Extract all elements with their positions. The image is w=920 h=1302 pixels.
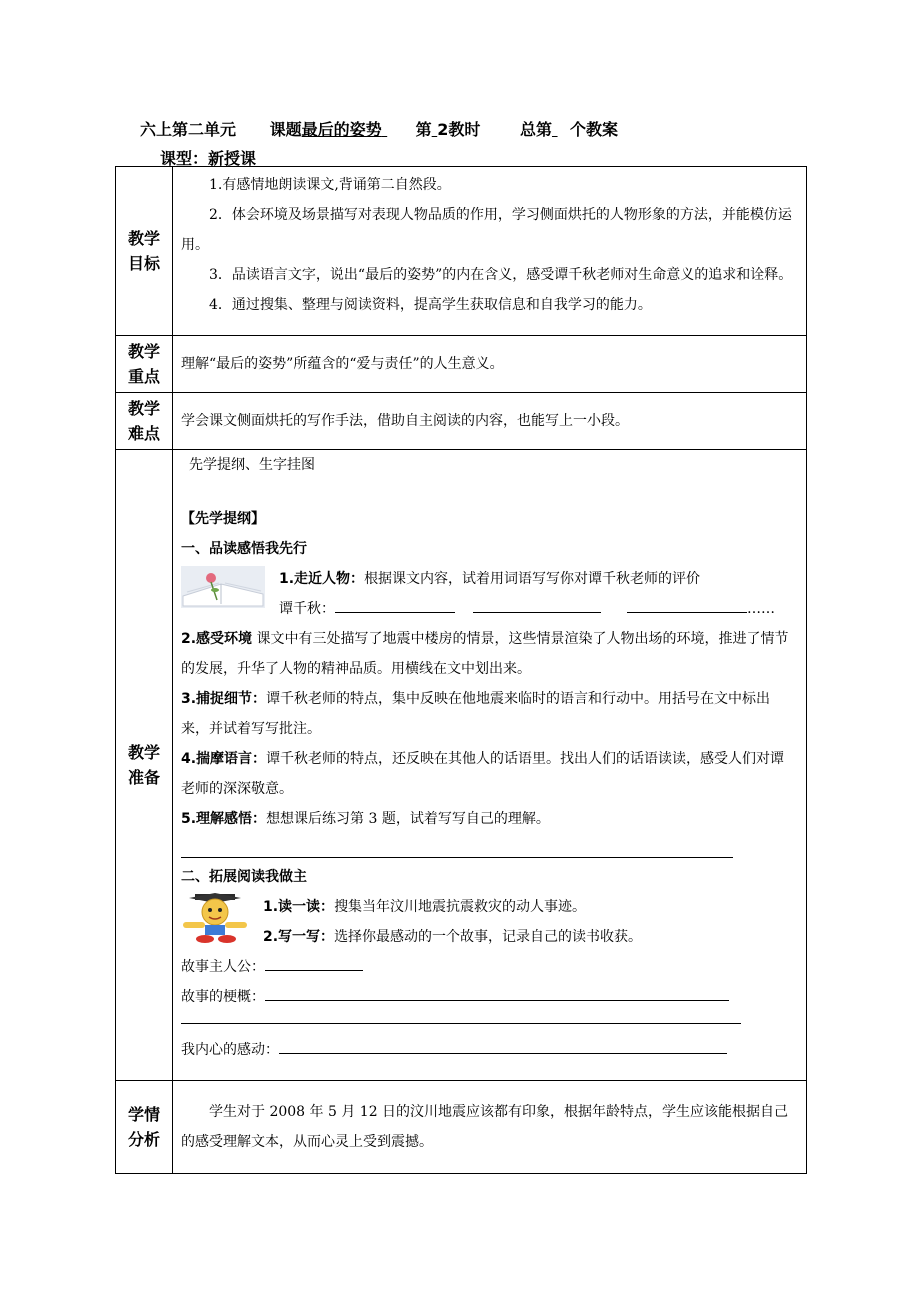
lesson-header [140,117,618,140]
total-suffix: 个教案 [569,120,618,139]
summary-line-2[interactable] [181,1022,741,1024]
row-label [116,393,173,450]
analysis-label: 学情分析 [127,1105,160,1149]
item4-text: 4.揣摩语言：谭千秋老师的特点，还反映在其他人的话语里。找出人们的话语读读，感受人们对谭老师的深深敬意。 [181,751,785,797]
prep-label: 教学准备 [127,743,160,787]
item5-text: 5.理解感悟：想想课后练习第 3 题，试着写写自己的理解。 [181,811,550,827]
row-label [116,450,173,1081]
difficulty-content [173,393,807,450]
row-label [116,1081,173,1174]
field-feeling: 我内心的感动： [181,1035,798,1065]
field-summary: 故事的梗概： [181,982,798,1012]
answer-blank[interactable] [627,596,747,613]
s2-item2-text: 2.写一写：选择你最感动的一个故事，记录自己的读书收获。 [263,929,643,945]
item1-answer-line: 谭千秋： …… [279,594,775,624]
analysis-content [173,1081,807,1174]
lesson-number: 2 [437,120,449,139]
row-label [116,336,173,393]
item3-text: 3.捕捉细节：谭千秋老师的特点，集中反映在他地震来临时的语言和行动中。用括号在文中标出来，并试着写写批注。 [181,691,771,737]
topic-title: 最后的姿势 [301,120,382,139]
goal-item: 3．品读语言文字，说出“最后的姿势”的内在含义，感受谭千秋老师对生命意义的追求和诠释。 [209,267,793,283]
goal-item: 1.有感情地朗读课文,背诵第二自然段。 [209,177,451,193]
goal-item: 2．体会环境及场景描写对表现人物品质的作用，学习侧面烘托的人物形象的方法，并能模仿运用。 [181,207,792,253]
total-prefix: 总第 [519,120,552,139]
summary-blank[interactable] [265,984,729,1001]
goals-label: 教学目标 [127,229,160,273]
section2-title: 二、拓展阅读我做主 [181,869,307,885]
row-key [116,336,807,393]
difficulty-label: 教学难点 [127,399,160,443]
cartoon-scholar-image [181,892,253,944]
item1-block [181,564,798,624]
prep-content [173,450,807,1081]
item1-line: 1.走近人物：根据课文内容，试着用词语写写你对谭千秋老师的评价 [279,571,701,587]
outline-title: 【先学提纲】 [181,511,265,527]
row-goals [116,167,807,336]
lesson-suffix: 教时 [448,120,481,139]
book-flower-image [181,566,265,608]
topic-blank [382,120,416,139]
key-text: 理解“最后的姿势”所蕴含的“爱与责任”的人生意义。 [181,356,504,372]
analysis-text: 学生对于 2008 年 5 月 12 日的汶川地震应该都有印象，根据年龄特点，学生应该能根据自己的感受理解文本，从而心灵上受到震撼。 [181,1104,789,1150]
row-difficulty [116,393,807,450]
s2-item1-text: 1.读一读：搜集当年汶川地震抗震救灾的动人事迹。 [263,899,587,915]
section2-items [181,892,798,952]
feeling-blank[interactable] [279,1037,727,1054]
row-analysis [116,1081,807,1174]
item2-text: 2.感受环境 课文中有三处描写了地震中楼房的情景，这些情景渲染了人物出场的环境，推进了情节的发展，升华了人物的精神品质。用横线在文中划出来。 [181,631,789,677]
goal-item: 4．通过搜集、整理与阅读资料，提高学生获取信息和自我学习的能力。 [209,297,652,313]
topic-prefix: 课题 [269,120,302,139]
section1-title: 一、品读感悟我先行 [181,541,307,557]
key-content [173,336,807,393]
difficulty-text: 学会课文侧面烘托的写作手法，借助自主阅读的内容，也能写上一小段。 [181,413,629,429]
goals-content [173,167,807,336]
unit-label: 六上第二单元 [140,120,237,139]
total-blank [552,120,570,139]
prep-intro: 先学提纲、生字挂图 [189,457,315,473]
row-label [116,167,173,336]
protagonist-blank[interactable] [265,954,363,971]
lesson-plan-table [115,166,807,1174]
key-label: 教学重点 [127,342,160,386]
field-protagonist: 故事主人公： [181,952,798,982]
row-prep [116,450,807,1081]
lesson-type: 课型：新授课 [160,149,257,168]
answer-blank[interactable] [335,596,455,613]
lesson-prefix: 第 [415,120,432,139]
answer-blank[interactable] [473,596,601,613]
